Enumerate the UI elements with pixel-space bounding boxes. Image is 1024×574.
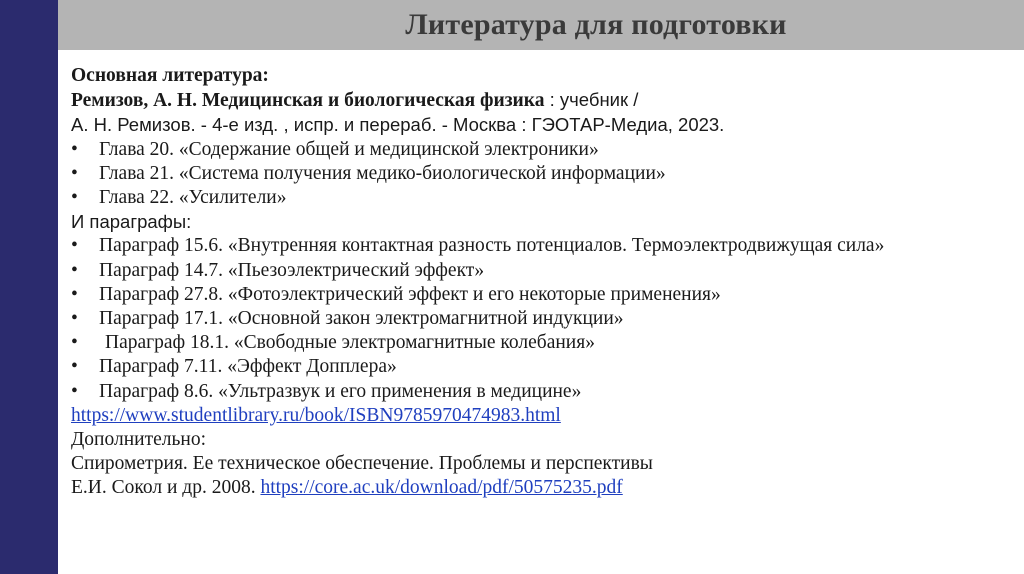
left-accent-bar <box>0 0 58 574</box>
paragraph-text: Параграф 8.6. «Ультразвук и его применения в медицине» <box>99 380 582 402</box>
bullet-icon: • <box>71 380 78 402</box>
paragraph-item <box>71 307 1016 331</box>
paragraph-text: Параграф 15.6. «Внутренняя контактная разность потенциалов. Термоэлектродвижущая сила» <box>99 235 885 257</box>
chapters-list <box>71 138 1016 211</box>
bullet-icon: • <box>71 332 78 354</box>
library-link-line <box>71 404 1016 428</box>
paragraph-text: Параграф 18.1. «Свободные электромагнитные колебания» <box>105 332 595 354</box>
literature-content <box>71 64 1016 501</box>
bullet-icon: • <box>71 308 78 330</box>
paragraph-item <box>71 259 1016 283</box>
book-title: Ремизов, А. Н. Медицинская и биологическая физика <box>71 90 545 112</box>
title-bar <box>58 0 1024 50</box>
paragraph-item <box>71 283 1016 307</box>
paragraph-item <box>71 380 1016 404</box>
chapter-item <box>71 186 1016 210</box>
paragraph-text: Параграф 17.1. «Основной закон электромагнитной индукции» <box>99 308 624 330</box>
page-title: Литература для подготовки <box>405 8 787 41</box>
additional-title: Спирометрия. Ее техническое обеспечение. Проблемы и перспективы <box>71 453 653 475</box>
paragraph-item <box>71 331 1016 355</box>
paragraphs-list <box>71 234 1016 403</box>
book-type: : учебник / <box>544 89 639 111</box>
core-link[interactable]: https://core.ac.uk/download/pdf/50575235.pdf <box>260 477 623 499</box>
bullet-icon: • <box>71 356 78 378</box>
paragraph-text: Параграф 14.7. «Пьезоэлектрический эффект» <box>99 259 485 281</box>
chapter-text: Глава 21. «Система получения медико-биологической информации» <box>99 162 666 184</box>
bullet-icon: • <box>71 259 78 281</box>
additional-author: Е.И. Сокол и др. 2008. <box>71 477 261 499</box>
paragraphs-heading: И параграфы: <box>71 211 192 233</box>
paragraph-item <box>71 234 1016 258</box>
additional-heading: Дополнительно: <box>71 429 206 451</box>
chapter-text: Глава 20. «Содержание общей и медицинской электроники» <box>99 138 599 160</box>
paragraph-text: Параграф 27.8. «Фотоэлектрический эффект и его некоторые применения» <box>99 283 721 305</box>
book-citation-line-1 <box>71 88 1016 113</box>
book-details: А. Н. Ремизов. - 4-е изд. , испр. и перераб. - Москва : ГЭОТАР-Медиа, 2023. <box>71 114 725 136</box>
paragraph-item <box>71 355 1016 379</box>
paragraph-text: Параграф 7.11. «Эффект Допплера» <box>99 356 397 378</box>
bullet-icon: • <box>71 235 78 257</box>
additional-citation <box>71 476 1016 500</box>
library-link[interactable]: https://www.studentlibrary.ru/book/ISBN9785970474983.html <box>71 404 561 426</box>
bullet-icon: • <box>71 283 78 305</box>
chapter-item <box>71 138 1016 162</box>
main-literature-heading: Основная литература: <box>71 65 269 86</box>
bullet-icon: • <box>71 138 78 160</box>
chapter-item <box>71 162 1016 186</box>
bullet-icon: • <box>71 162 78 184</box>
chapter-text: Глава 22. «Усилители» <box>99 187 287 209</box>
bullet-icon: • <box>71 187 78 209</box>
